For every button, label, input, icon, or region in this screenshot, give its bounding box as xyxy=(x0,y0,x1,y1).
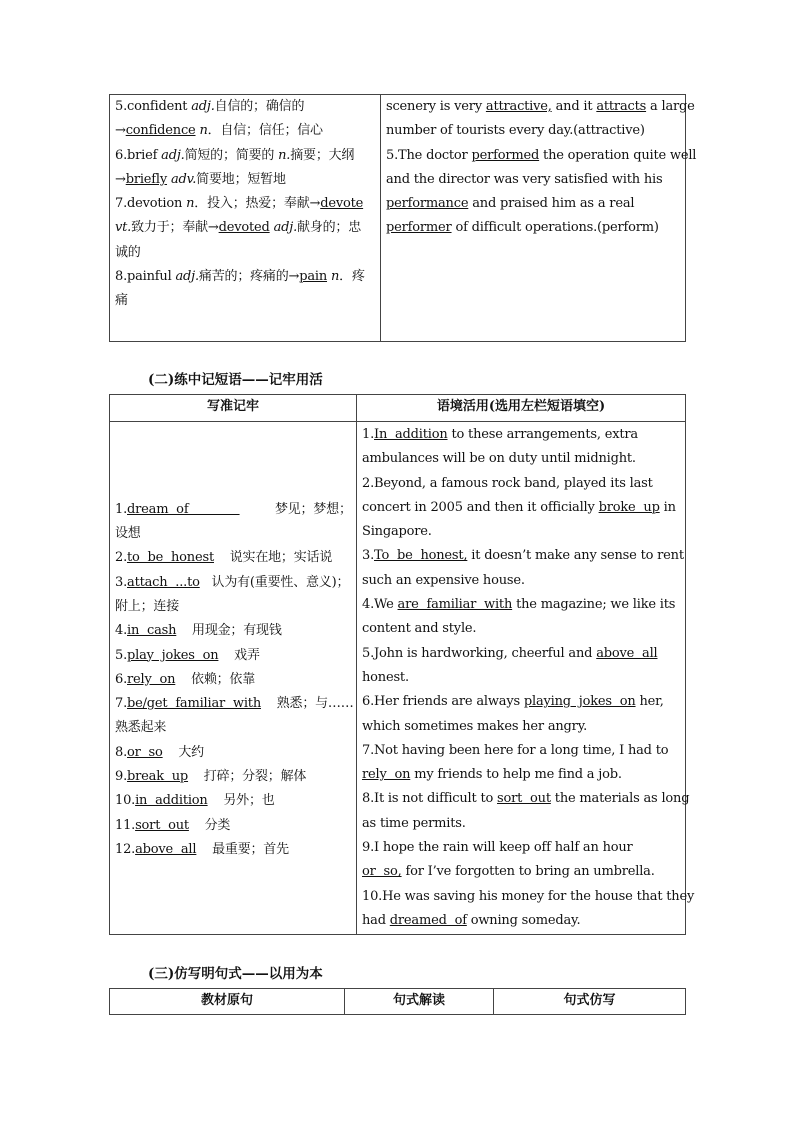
word-form-line: 5.confident adj.自信的；确信的 xyxy=(115,99,305,114)
context-line: 8.It is not difficult to sort out the materials as long xyxy=(362,791,690,807)
context-line: as time permits. xyxy=(362,815,466,831)
section-heading-sentences: (三)仿写明句式——以用为本 xyxy=(148,966,323,982)
word-form-line: 8.painful adj.痛苦的；疼痛的→pain n．疼 xyxy=(115,269,365,285)
phrase-item: 12.above all 最重要；首先 xyxy=(115,841,289,857)
phrase-item: 5.play jokes on 戏弄 xyxy=(115,647,260,663)
phrase-item: 设想 xyxy=(115,526,141,542)
context-line: 2.Beyond, a famous rock band, played its last xyxy=(362,475,653,491)
context-line: 10.He was saving his money for the house that they xyxy=(362,888,695,904)
context-exercise-cell xyxy=(357,422,695,935)
col-header-original: 教材原句 xyxy=(110,989,345,1015)
context-line: such an expensive house. xyxy=(362,572,525,588)
phrase-item: 熟悉起来 xyxy=(115,720,167,736)
context-line: had dreamed of owning someday. xyxy=(362,912,581,928)
phrase-item: 10.in addition 另外；也 xyxy=(115,793,275,809)
phrase-item: 3.attach ...to 认为有(重要性、意义)； xyxy=(115,574,350,590)
context-line: content and style. xyxy=(362,621,477,637)
vocabulary-table xyxy=(109,94,697,342)
context-line: 6.Her friends are always playing jokes on her, xyxy=(362,694,664,710)
phrase-item: 11.sort out 分类 xyxy=(115,817,231,833)
usage-line: scenery is very attractive, and it attracts a large xyxy=(386,99,695,114)
word-form-line: →confidence n．自信；信任；信心 xyxy=(115,123,323,139)
phrase-item: 8.or so 大约 xyxy=(115,744,204,760)
word-form-line: 6.brief adj.简短的；简要的 n.摘要；大纲 xyxy=(115,147,355,163)
usage-line: number of tourists every day.(attractive) xyxy=(386,123,645,139)
context-line: 9.I hope the rain will keep off half an hour xyxy=(362,840,633,856)
word-form-line: 诚的 xyxy=(115,244,141,260)
context-line: 5.John is hardworking, cheerful and above all xyxy=(362,645,658,661)
context-line: 3.To be honest, it doesn’t make any sense to rent xyxy=(362,548,684,564)
context-line: 7.Not having been here for a long time, I had to xyxy=(362,742,669,758)
phrase-list-cell xyxy=(110,422,357,935)
phrase-item: 1.dream of 梦见；梦想； xyxy=(115,501,352,517)
context-line: 4.We are familiar with the magazine; we like its xyxy=(362,597,676,613)
word-usage-cell xyxy=(381,95,697,342)
usage-line: and the director was very satisfied with his xyxy=(386,171,663,187)
word-form-line: vt.致力于；奉献→devoted adj.献身的；忠 xyxy=(115,220,362,236)
col-header-context: 语境活用(选用左栏短语填空) xyxy=(357,395,686,422)
phrase-item: 6.rely on 依赖；依靠 xyxy=(115,671,256,687)
context-line: 1.In addition to these arrangements, extra xyxy=(362,427,638,442)
section-heading-phrases: (二)练中记短语——记牢用活 xyxy=(148,372,323,388)
context-line: rely on my friends to help me find a job. xyxy=(362,767,622,783)
col-header-analysis: 句式解读 xyxy=(345,989,494,1015)
context-line: or so, for I’ve forgotten to bring an umbrella. xyxy=(362,864,655,880)
word-forms-cell xyxy=(110,95,381,342)
usage-line: performance and praised him as a real xyxy=(386,196,635,212)
word-form-line: →briefly adv.简要地；短暂地 xyxy=(115,171,286,187)
context-line: ambulances will be on duty until midnight. xyxy=(362,451,636,467)
col-header-memorize: 写准记牢 xyxy=(110,395,357,422)
context-line: concert in 2005 and then it officially broke up in xyxy=(362,499,676,515)
sentence-pattern-table xyxy=(109,988,686,1015)
phrase-item: 9.break up 打碎；分裂；解体 xyxy=(115,769,307,785)
phrases-table xyxy=(109,394,695,935)
phrase-item: 附上；连接 xyxy=(115,598,180,614)
usage-line: 5.The doctor performed the operation quite well xyxy=(386,147,697,163)
word-form-line: 7.devotion n．投入；热爱；奉献→devote xyxy=(115,196,364,212)
usage-line: performer of difficult operations.(perform) xyxy=(386,220,659,236)
phrase-item: 4.in cash 用现金；有现钱 xyxy=(115,623,282,639)
context-line: honest. xyxy=(362,669,409,685)
col-header-imitation: 句式仿写 xyxy=(494,989,686,1015)
phrase-item: 7.be/get familiar with 熟悉；与…… xyxy=(115,696,354,712)
phrase-item: 2.to be honest 说实在地；实话说 xyxy=(115,550,333,566)
word-form-line: 痛 xyxy=(115,293,128,309)
context-line: which sometimes makes her angry. xyxy=(362,718,588,734)
context-line: Singapore. xyxy=(362,524,432,540)
